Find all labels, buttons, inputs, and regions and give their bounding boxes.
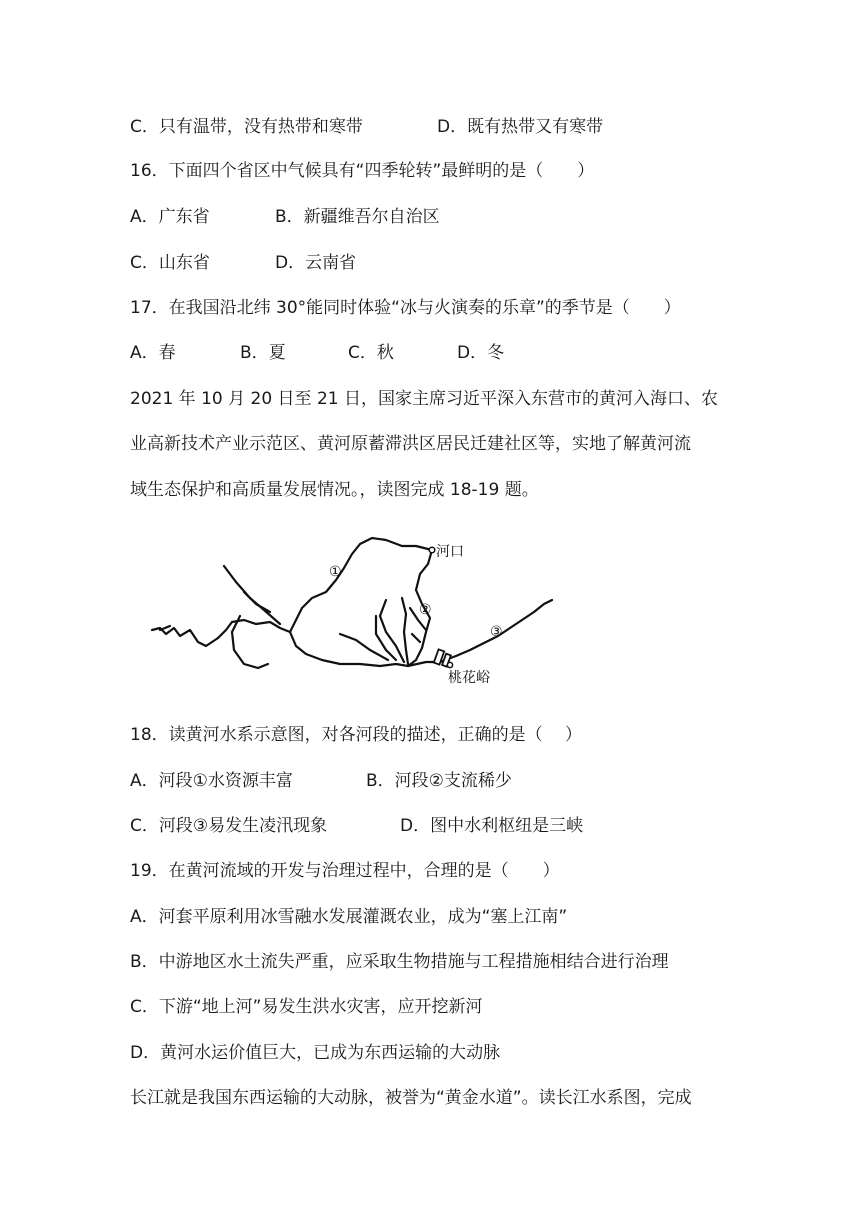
q16-option-a: A．广东省	[130, 207, 210, 227]
q19-option-a: A．河套平原利用冰雪融水发展灌溉农业，成为“塞上江南”	[130, 907, 568, 927]
q19-option-c: C．下游“地上河”易发生洪水灾害，应开挖新河	[130, 997, 483, 1017]
q19-option-d: D．黄河水运价值巨大，已成为东西运输的大动脉	[130, 1043, 501, 1063]
q18-option-a: A．河段①水资源丰富	[130, 771, 293, 791]
river-segment-1	[290, 538, 432, 632]
tributary-middle-2	[376, 616, 396, 660]
q17-stem: 17．在我国沿北纬 30°能同时体验“冰与火演奏的乐章”的季节是（ ）	[130, 298, 681, 318]
q16-option-c: C．山东省	[130, 253, 210, 273]
q18-option-d: D．图中水利枢纽是三峡	[400, 816, 584, 836]
tributary-upper-2	[244, 592, 270, 612]
label-section-1: ①	[329, 564, 342, 580]
passage-line-1: 2021 年 10 月 20 日至 21 日，国家主席习近平深入东营市的黄河入海口、农	[130, 389, 718, 409]
hekou-marker	[429, 547, 435, 553]
tributary-middle-4	[340, 634, 388, 660]
passage-line-3: 域生态保护和高质量发展情况。，读图完成 18-19 题。	[130, 480, 539, 500]
q17-option-d: D．冬	[457, 343, 505, 363]
label-hekou: 河口	[436, 544, 464, 560]
yellow-river-svg	[140, 524, 580, 694]
tributary-middle-6	[412, 634, 420, 642]
q16-option-d: D．云南省	[275, 253, 357, 273]
taohuayu-marker	[447, 662, 452, 667]
q18-stem: 18．读黄河水系示意图，对各河段的描述，正确的是（ ）	[130, 725, 583, 745]
q15-option-c: C．只有温带，没有热带和寒带	[130, 117, 363, 137]
q17-option-a: A．春	[130, 343, 176, 363]
river-main-bottom	[290, 632, 440, 666]
q15-option-d: D．既有热带又有寒带	[437, 117, 604, 137]
q19-option-b: B．中游地区水土流失严重，应采取生物措施与工程措施相结合进行治理	[130, 952, 669, 972]
q17-option-c: C．秋	[348, 343, 394, 363]
label-taohuayu: 桃花峪	[448, 670, 490, 686]
q16-option-b: B．新疆维吾尔自治区	[275, 207, 440, 227]
passage-line-2: 业高新技术产业示范区、黄河原蓄滞洪区居民迁建社区等，实地了解黄河流	[130, 434, 691, 454]
label-section-2: ②	[419, 602, 432, 618]
q16-stem: 16．下面四个省区中气候具有“四季轮转”最鲜明的是（ ）	[130, 161, 595, 181]
q18-option-c: C．河段③易发生凌汛现象	[130, 816, 328, 836]
q18-option-b: B．河段②支流稀少	[366, 771, 512, 791]
tributary-middle-1	[380, 600, 404, 662]
river-main-upper	[152, 620, 290, 646]
q17-option-b: B．夏	[240, 343, 286, 363]
tributary-middle-3	[402, 598, 408, 664]
yellow-river-map	[140, 524, 580, 694]
q19-stem: 19．在黄河流域的开发与治理过程中，合理的是（ ）	[130, 861, 560, 881]
passage2-line-1: 长江就是我国东西运输的大动脉，被誉为“黄金水道”。读长江水系图，完成	[130, 1088, 692, 1108]
label-section-3: ③	[490, 624, 503, 640]
tributary-upper-1	[224, 566, 280, 624]
